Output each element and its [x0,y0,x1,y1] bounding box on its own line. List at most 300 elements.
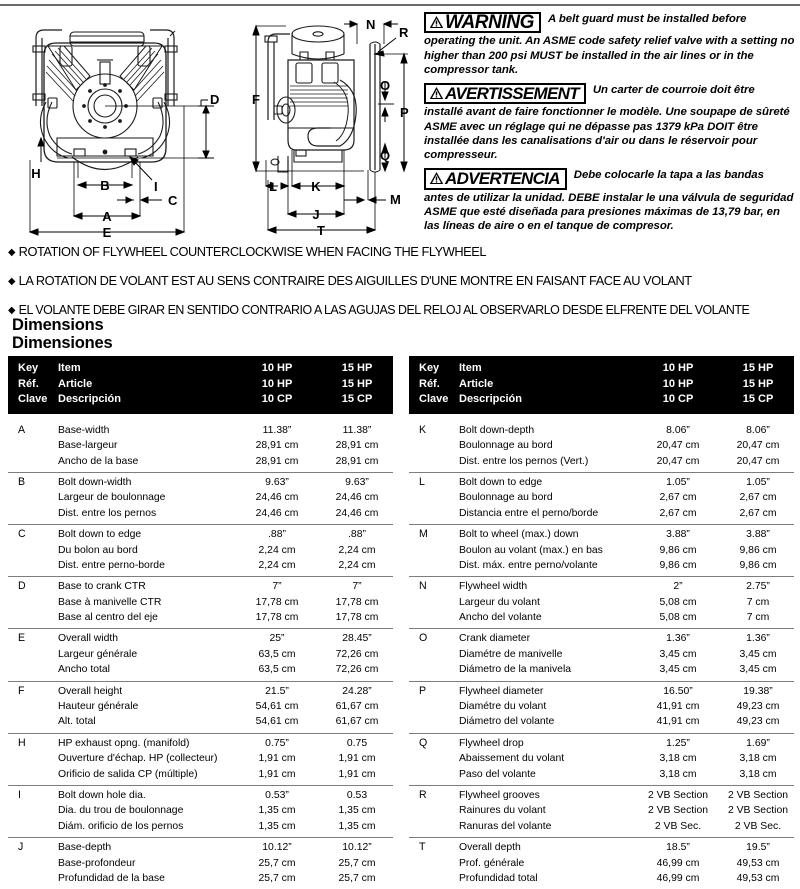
table-group-E [8,629,393,681]
row-value-15hp: 49,53 cm [736,857,780,869]
header-item-es: Descripción [58,393,121,406]
warning-lead-spanish: Debe colocarle la tapa a las bandas antes de utilizar la [424,169,764,204]
row-value-10hp: 2,24 cm [258,544,296,556]
row-value-15hp: 25,7 cm [338,857,376,869]
table-row [409,819,794,834]
header-v1-en: 10 HP [662,362,694,374]
table-row [409,684,794,699]
row-value-15hp: 3.88” [746,529,770,541]
row-value-10hp: 46,99 cm [656,872,700,884]
row-item: Bolt down to edge [58,529,142,541]
table-row [8,684,393,699]
heading-line-english: Dimensions [12,316,104,334]
warning-badge-label-english: WARNING [445,12,535,33]
row-item: Ranuras del volante [459,820,552,832]
row-value-10hp: 2,24 cm [258,559,296,571]
dim-label-J: J [312,207,320,222]
dim-label-O: O [380,78,391,93]
table-header-left [8,356,393,414]
row-value-10hp: 2 VB Sec. [654,820,702,832]
table-row [409,475,794,490]
table-row [409,803,794,818]
row-value-15hp: 7” [352,581,362,593]
row-value-15hp: 1,91 cm [338,768,376,780]
row-value-15hp: 0.75 [346,737,368,749]
table-group-H [8,734,393,786]
table-group-A [8,421,393,473]
header-v2-es: 15 CP [341,393,373,406]
header-item-en: Item [58,362,81,374]
row-item: Ancho del volante [459,612,542,624]
warning-badge-french [424,83,586,104]
row-item: Abaissement du volant [459,753,565,765]
row-item: Dia. du trou de boulonnage [58,805,184,817]
row-value-10hp: 3,18 cm [659,768,697,780]
table-row [8,647,393,662]
row-key: D [18,580,26,593]
row-key: L [419,475,425,488]
row-value-10hp: 1,91 cm [258,768,296,780]
warning-block-spanish [424,168,796,233]
row-key: A [18,423,26,436]
row-value-15hp: 72,26 cm [335,648,379,660]
dim-label-K: K [311,179,321,194]
dim-label-D: D [210,92,220,107]
row-value-10hp: 28,91 cm [255,440,299,452]
row-item: Profundidad de la base [58,872,165,884]
dimensions-table-left [8,356,393,889]
header-row-french [8,377,393,393]
row-value-15hp: 1,91 cm [338,753,376,765]
table-row [8,579,393,594]
table-group-Q [409,734,794,786]
rotation-note-text: EL VOLANTE DEBE GIRAR EN SENTIDO CONTRARIO A LAS AGUJAS DEL RELOJ AL OBSERVARLO DESDE ELFRENTE DEL VOLANTE [18,302,750,317]
dim-label-Q: Q [380,148,391,163]
row-item: Diámetro del volante [459,716,555,728]
row-value-10hp: 3,45 cm [659,664,697,676]
row-value-15hp: 61,67 cm [335,716,379,728]
row-value-10hp: 0.53” [265,789,289,801]
warning-badge-label-french: AVERTISSEMENT [445,84,579,104]
row-value-15hp: 20,47 cm [736,455,780,467]
row-value-10hp: 10.12” [262,842,292,854]
warning-lead-french: Un carter de courroie doit être installé avant de faire [424,84,755,119]
row-item: Prof. générale [459,857,525,869]
table-row [8,699,393,714]
row-value-15hp: 49,23 cm [736,701,780,713]
row-value-15hp: 9.63” [345,476,369,488]
row-item: Boulonnage au bord [459,440,553,452]
row-value-10hp: 9,86 cm [659,559,697,571]
row-value-10hp: 24,46 cm [255,507,299,519]
header-key-en: Key [18,362,39,374]
table-group-O [409,629,794,681]
table-row [8,803,393,818]
row-value-15hp: 61,67 cm [335,701,379,713]
row-value-15hp: 1,35 cm [338,805,376,817]
table-row [8,767,393,782]
warning-badge-label-spanish: ADVERTENCIA [445,169,560,189]
row-value-15hp: 2 VB Section [727,805,789,817]
row-value-15hp: 17,78 cm [335,596,379,608]
table-row [409,506,794,521]
table-row [8,840,393,855]
header-key-fr: Réf. [18,377,39,390]
table-group-T [409,838,794,889]
row-value-15hp: 0.53 [346,789,368,801]
row-value-15hp: 49,53 cm [736,872,780,884]
table-row [8,595,393,610]
row-item: Largeur du volant [459,596,540,608]
header-v1-es: 10 CP [261,393,293,406]
dim-label-T: T [317,223,325,238]
row-value-15hp: 19.38” [743,685,773,697]
row-key: H [18,736,26,749]
table-row [8,856,393,871]
table-group-I [8,786,393,838]
table-row [8,819,393,834]
table-row [409,840,794,855]
row-value-10hp: 28,91 cm [255,455,299,467]
row-key: O [419,632,428,645]
row-item: Rainures du volant [459,805,546,817]
row-value-15hp: 10.12” [342,842,372,854]
row-value-10hp: 1.05” [666,476,690,488]
row-value-10hp: 25” [269,633,285,645]
row-item: HP exhaust opng. (manifold) [58,737,190,749]
row-value-10hp: 18.5” [666,842,690,854]
row-key: C [18,528,26,541]
row-value-10hp: 2” [673,581,683,593]
table-row [409,647,794,662]
row-value-10hp: 3.88” [666,529,690,541]
row-value-15hp: 2 VB Section [727,789,789,801]
header-v1-es: 10 CP [662,393,694,406]
bullet-icon: ◆ [8,247,16,258]
row-item: Du bolon au bord [58,544,138,556]
warning-rest-english: relief valve with a setting no higher than 200 psi MUST be installed in the air lines or in the compressor tank. [424,35,795,76]
table-group-M [409,525,794,577]
rotation-note-english [8,244,774,260]
row-item: Overall depth [459,842,521,854]
row-value-10hp: 20,47 cm [656,440,700,452]
compressor-front-view-drawing [2,10,238,238]
row-item: Ancho de la base [58,455,139,467]
header-v2-fr: 15 HP [341,377,373,390]
row-item: Base à manivelle CTR [58,596,162,608]
header-key-es: Clave [18,393,48,406]
safety-warnings-panel [424,12,796,239]
row-item: Alt. total [58,716,96,728]
row-item: Paso del volante [459,768,536,780]
row-item: Diamétre du volant [459,701,547,713]
table-row [8,788,393,803]
row-key: N [419,580,427,593]
row-item: Flywheel grooves [459,789,540,801]
row-item: Overall height [58,685,123,697]
warning-triangle-icon [429,171,444,185]
row-value-15hp: 24,46 cm [335,492,379,504]
row-value-15hp: 7 cm [746,612,770,624]
row-value-15hp: 20,47 cm [736,440,780,452]
row-item: Hauteur générale [58,701,139,713]
table-body-left [8,414,393,889]
table-row [8,454,393,469]
row-value-15hp: 8.06” [746,424,770,436]
dim-label-C: C [168,193,178,208]
row-value-15hp: 24.28” [342,685,372,697]
table-row [409,631,794,646]
table-group-K [409,421,794,473]
table-row [8,490,393,505]
dim-label-B: B [100,178,110,193]
row-value-15hp: 3,45 cm [739,648,777,660]
row-value-15hp: 11.38” [342,424,372,436]
header-item-es: Descripción [459,393,522,406]
table-group-L [409,473,794,525]
row-item: Base-largeur [58,440,118,452]
row-item: Dist. máx. entre perno/volante [459,559,598,571]
row-value-15hp: 2,67 cm [739,492,777,504]
row-item: Orificio de salida CP (múltiple) [58,768,198,780]
header-v1-en: 10 HP [261,362,293,374]
header-key-es: Clave [419,393,449,406]
row-item: Dist. entre los pernos [58,507,157,519]
row-value-10hp: 2 VB Section [647,789,709,801]
row-key: R [419,788,427,801]
row-key: B [18,475,26,488]
table-row [8,527,393,542]
row-item: Base to crank CTR [58,581,146,593]
warning-rest-french: fonctionner le modèle. Une soupape de sûreté ASME avec un réglage qui ne dépasse pas 1379 kPa DOIT être installée dans les canalisations d'air ou dans le réservoir pour compresseur. [424,106,790,162]
row-value-15hp: 28,91 cm [335,440,379,452]
row-key: T [419,841,426,854]
table-row [409,543,794,558]
row-key: F [18,684,25,697]
table-row [8,736,393,751]
dim-label-H: H [31,166,41,181]
rotation-notes-list [8,244,798,331]
row-value-15hp: 28.45” [342,633,372,645]
row-value-10hp: 9.63” [265,476,289,488]
row-key: J [18,841,24,854]
dim-label-N: N [366,17,376,32]
row-value-10hp: 2 VB Section [647,805,709,817]
table-row [8,631,393,646]
row-value-15hp: 1.36” [746,633,770,645]
table-row [8,543,393,558]
warning-triangle-icon [429,86,444,100]
row-value-10hp: 16.50” [663,685,693,697]
warning-badge-english [424,12,541,33]
dim-label-P: P [400,105,409,120]
row-value-10hp: 3,18 cm [659,753,697,765]
row-item: Bolt to wheel (max.) down [459,529,579,541]
row-item: Dist. entre perno-borde [58,559,165,571]
row-key: K [419,423,427,436]
header-key-en: Key [419,362,440,374]
table-row [409,788,794,803]
header-row-spanish [8,392,393,408]
row-item: Crank diameter [459,633,531,645]
table-row [8,438,393,453]
row-value-10hp: 3,45 cm [659,648,697,660]
bullet-icon: ◆ [8,305,15,316]
bullet-icon: ◆ [8,276,16,287]
row-item: Base-depth [58,842,112,854]
row-value-10hp: 7” [272,581,282,593]
rotation-note-spanish [8,302,774,318]
row-value-15hp: 49,23 cm [736,716,780,728]
warning-block-english [424,12,796,77]
table-body-right [409,414,794,889]
row-value-15hp: 2,24 cm [338,544,376,556]
warning-badge-spanish [424,168,567,189]
table-group-F [8,682,393,734]
table-row [409,662,794,677]
table-row [409,579,794,594]
compressor-side-view-drawing [244,10,416,238]
row-value-15hp: 9,86 cm [739,544,777,556]
table-header-right [409,356,794,414]
row-item: Ancho total [58,664,110,676]
row-value-10hp: 17,78 cm [255,612,299,624]
table-group-J [8,838,393,889]
table-row [8,610,393,625]
row-item: Base-width [58,424,110,436]
dim-label-L: L [269,179,277,194]
row-item: Dist. entre los pernos (Vert.) [459,455,589,467]
row-value-10hp: 17,78 cm [255,596,299,608]
table-row [409,527,794,542]
rotation-note-text: ROTATION OF FLYWHEEL COUNTERCLOCKWISE WHEN FACING THE FLYWHEEL [18,244,487,259]
table-row [8,475,393,490]
row-value-15hp: 25,7 cm [338,872,376,884]
table-group-B [8,473,393,525]
table-row [8,751,393,766]
header-v2-en: 15 HP [742,362,774,374]
row-value-10hp: 11.38” [262,424,292,436]
row-item: Bolt down to edge [459,476,543,488]
row-value-10hp: 63,5 cm [258,664,296,676]
row-value-10hp: 21.5” [265,685,289,697]
header-item-fr: Article [459,377,494,390]
row-value-10hp: 46,99 cm [656,857,700,869]
table-group-N [409,577,794,629]
table-row [8,423,393,438]
row-value-15hp: 7 cm [746,596,770,608]
table-row [409,871,794,886]
row-value-15hp: 3,18 cm [739,753,777,765]
rotation-note-french [8,273,774,289]
row-value-10hp: 1,35 cm [258,805,296,817]
dimensions-table-right [409,356,794,889]
warning-block-french [424,83,796,162]
row-item: Bolt down-depth [459,424,535,436]
row-item: Ouverture d'échap. HP (collecteur) [58,753,218,765]
table-row [409,736,794,751]
table-group-D [8,577,393,629]
table-group-R [409,786,794,838]
row-value-15hp: 2.75” [746,581,770,593]
table-row [8,558,393,573]
table-row [8,714,393,729]
row-value-15hp: 2,24 cm [338,559,376,571]
warning-rest-spanish: unidad. DEBE instalar le una válvula de seguridad ASME que esté diseñada para presiones máximas de 13,79 bar, en las líneas de aire o en el tanque de compresor. [424,191,794,233]
row-key: P [419,684,427,697]
row-value-10hp: 25,7 cm [258,872,296,884]
dim-label-F: F [252,92,260,107]
table-row [409,423,794,438]
table-row [409,558,794,573]
dim-label-R: R [399,25,409,40]
row-item: Flywheel drop [459,737,524,749]
header-row-english [409,361,794,377]
row-value-15hp: 17,78 cm [335,612,379,624]
row-value-15hp: 1,35 cm [338,820,376,832]
header-v1-fr: 10 HP [261,377,293,390]
table-row [409,490,794,505]
table-row [8,662,393,677]
table-row [409,856,794,871]
row-item: Boulonnage au bord [459,492,553,504]
row-value-15hp: 3,18 cm [739,768,777,780]
row-value-15hp: 2,67 cm [739,507,777,519]
row-value-15hp: 9,86 cm [739,559,777,571]
header-v1-fr: 10 HP [662,377,694,390]
row-key: E [18,632,26,645]
row-value-10hp: .88” [268,529,286,541]
header-v2-en: 15 HP [341,362,373,374]
row-item: Diámetro de la manivela [459,664,572,676]
row-value-15hp: 3,45 cm [739,664,777,676]
dim-label-E: E [102,225,112,240]
row-value-10hp: 5,08 cm [659,612,697,624]
header-v2-fr: 15 HP [742,377,774,390]
header-row-spanish [409,392,794,408]
table-row [409,454,794,469]
row-key: M [419,528,428,541]
row-key: I [18,788,21,801]
section-heading [12,316,113,352]
dim-label-I: I [154,179,158,194]
row-value-10hp: 54,61 cm [255,701,299,713]
warning-triangle-icon [429,15,444,29]
row-value-10hp: 1,35 cm [258,820,296,832]
row-value-10hp: 20,47 cm [656,455,700,467]
row-value-10hp: 2,67 cm [659,492,697,504]
row-value-10hp: 9,86 cm [659,544,697,556]
row-item: Flywheel diameter [459,685,544,697]
table-row [8,506,393,521]
row-item: Bolt down-width [58,476,132,488]
row-item: Distancia entre el perno/borde [459,507,599,519]
row-value-10hp: 5,08 cm [659,596,697,608]
row-value-10hp: 24,46 cm [255,492,299,504]
row-value-10hp: 8.06” [666,424,690,436]
row-value-15hp: 28,91 cm [335,455,379,467]
table-group-C [8,525,393,577]
header-item-en: Item [459,362,482,374]
row-value-10hp: 2,67 cm [659,507,697,519]
row-item: Profundidad total [459,872,538,884]
table-row [8,871,393,886]
table-row [409,751,794,766]
row-value-10hp: 41,91 cm [656,701,700,713]
row-value-15hp: 1.05” [746,476,770,488]
row-item: Diám. orificio de los pernos [58,820,184,832]
dim-label-M: M [390,192,401,207]
